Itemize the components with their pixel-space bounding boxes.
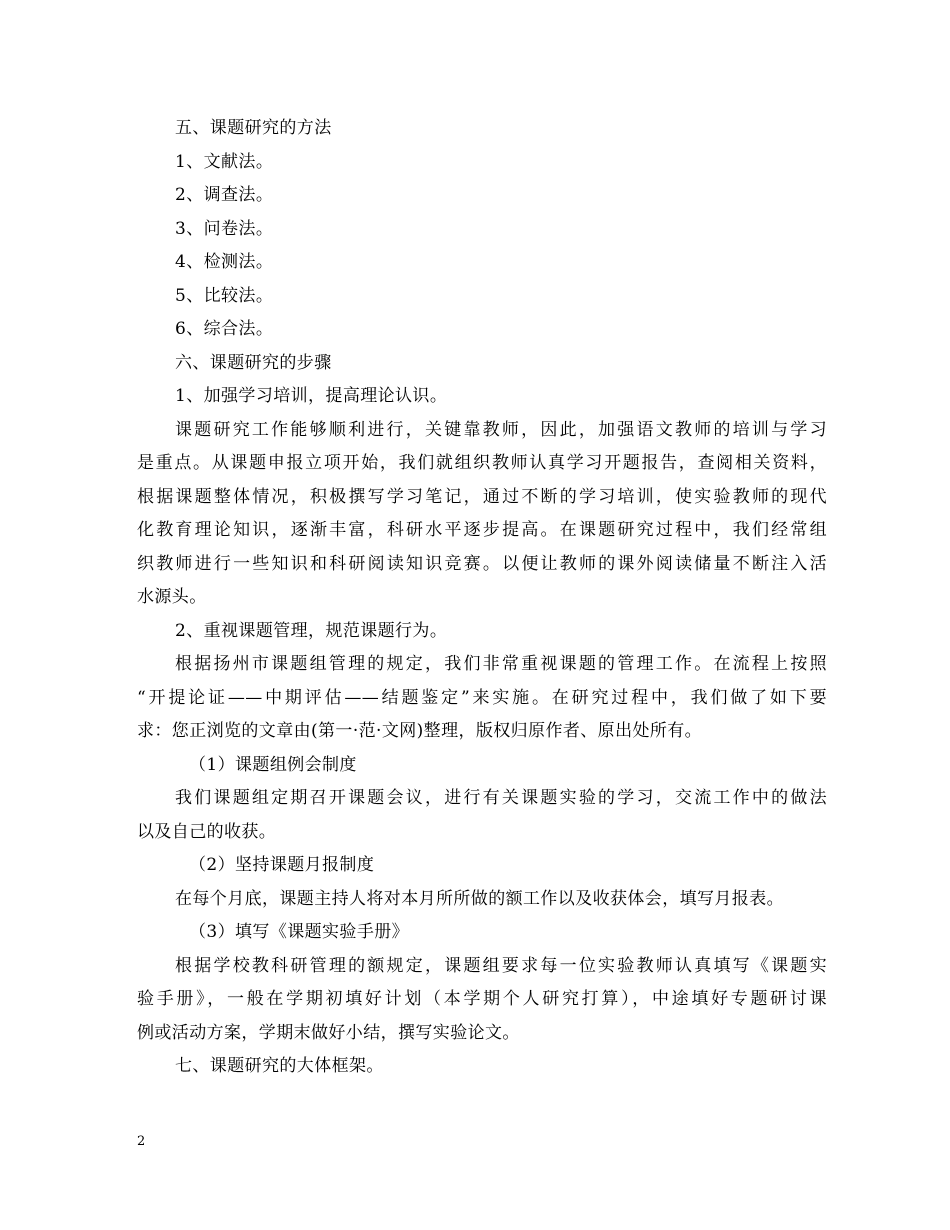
paragraph-line: 是重点。从课题申报立项开始，我们就组织教师认真学习开题报告，查阅相关资料，: [137, 453, 827, 473]
paragraph-line: 根据课题整体情况，积极撰写学习笔记，通过不断的学习培训，使实验教师的现代: [137, 486, 827, 507]
page-number: 2: [137, 1134, 146, 1149]
method-item-1: 1、文献法。: [175, 151, 274, 172]
method-item-2: 2、调查法。: [175, 185, 274, 205]
paragraph-line: 织教师进行一些知识和科研阅读知识竞赛。以便让教师的课外阅读储量不断注入活: [137, 553, 827, 574]
subheading-3: （3）填写《课题实验手册》: [189, 922, 410, 942]
subheading-2: （2）坚持课题月报制度: [189, 855, 375, 875]
heading-section-6: 六、课题研究的步骤: [175, 352, 332, 373]
method-item-6: 6、综合法。: [175, 319, 274, 339]
document-body: [137, 112, 827, 1084]
paragraph-line: “开提论证——中期评估——结题鉴定”来实施。在研究过程中，我们做了如下要: [137, 687, 827, 708]
method-item-3: 3、问卷法。: [175, 218, 274, 239]
heading-section-5: 五、课题研究的方法: [175, 118, 332, 138]
paragraph-line: 化教育理论知识，逐渐丰富，科研水平逐步提高。在课题研究过程中，我们经常组: [137, 520, 827, 540]
paragraph-line: 根据扬州市课题组管理的规定，我们非常重视课题的管理工作。在流程上按照: [175, 654, 827, 674]
step-heading-1: 1、加强学习培训，提高理论认识。: [175, 386, 448, 406]
paragraph-line: 水源头。: [137, 587, 207, 607]
paragraph-line: 验手册》，一般在学期初填好计划（本学期个人研究打算），中途填好专题研讨课: [137, 989, 827, 1009]
method-item-4: 4、检测法。: [175, 252, 274, 272]
paragraph-line: 我们课题组定期召开课题会议，进行有关课题实验的学习，交流工作中的做法: [175, 788, 827, 808]
paragraph-line: 在每个月底，课题主持人将对本月所所做的额工作以及收获体会，填写月报表。: [175, 888, 784, 909]
paragraph-line: 根据学校教科研管理的额规定，课题组要求每一位实验教师认真填写《课题实: [175, 955, 827, 976]
paragraph-line: 课题研究工作能够顺利进行，关键靠教师，因此，加强语文教师的培训与学习: [175, 419, 827, 440]
paragraph-line: 求：您正浏览的文章由(第一·范·文网)整理，版权归原作者、原出处所有。: [137, 721, 703, 741]
paragraph-line: 以及自己的收获。: [137, 821, 277, 842]
paragraph-line: 例或活动方案，学期末做好小结，撰写实验论文。: [137, 1022, 520, 1043]
step-heading-2: 2、重视课题管理，规范课题行为。: [175, 620, 448, 641]
heading-section-7: 七、课题研究的大体框架。: [175, 1056, 384, 1076]
method-item-5: 5、比较法。: [175, 285, 274, 306]
subheading-1: （1）课题组例会制度: [189, 754, 357, 775]
